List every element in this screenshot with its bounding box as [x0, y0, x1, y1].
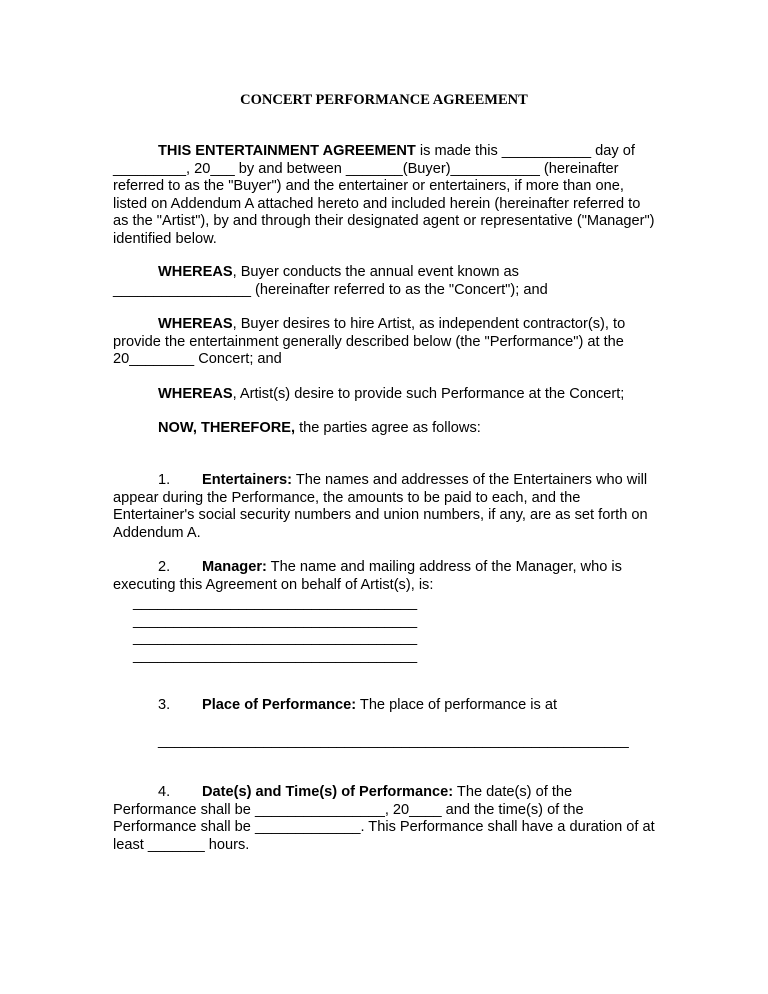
section-2-number: 2.: [158, 559, 171, 575]
whereas-3-text: , Artist(s) desire to provide such Performance at the Concert;: [232, 386, 625, 402]
manager-blank-line[interactable]: ___________________________________: [133, 595, 418, 611]
section-4-number: 4.: [158, 784, 171, 800]
section-2-text: The name and mailing address of the Manager, who is executing this Agreement on behalf of Artist(s), is:: [113, 559, 622, 593]
intro-paragraph: [113, 143, 658, 249]
section-2-paragraph: [113, 559, 658, 594]
section-1-paragraph: [113, 472, 658, 542]
section-3-heading: Place of Performance:: [202, 697, 357, 713]
manager-blank-line[interactable]: ___________________________________: [133, 613, 418, 629]
manager-blank-line[interactable]: ___________________________________: [133, 630, 418, 646]
section-1-text: The names and addresses of the Entertainers who will appear during the Performance, the amounts to be paid to each, and the Entertainer's social security numbers and union numbers, if any, are as set forth on Addendum A.: [113, 472, 648, 541]
intro-text: is made this ___________ day of _________, 20___ by and between _______(Buyer)___________ (hereinafter referred to as the "Buyer") and the entertainer or entertainers, if more than one, listed on Addendum A attached hereto and included herein (hereinafter referred to as the "Artist"), by and through their designated agent or representative ("Manager") identified below.: [113, 143, 655, 247]
section-2-heading: Manager:: [202, 559, 267, 575]
section-3-text: The place of performance is at: [356, 697, 558, 713]
now-therefore-paragraph: [113, 420, 658, 438]
whereas-2-text: , Buyer desires to hire Artist, as independent contractor(s), to provide the entertainment generally described below (the "Performance") at the 20________ Concert; and: [113, 316, 626, 368]
now-therefore-text: the parties agree as follows:: [295, 420, 481, 436]
section-4-heading: Date(s) and Time(s) of Performance:: [202, 784, 454, 800]
whereas-2-bold: WHEREAS: [158, 316, 233, 332]
whereas-paragraph-3: [113, 386, 658, 404]
now-therefore-bold: NOW, THEREFORE,: [158, 420, 296, 436]
whereas-paragraph-2: [113, 316, 658, 369]
whereas-1-text: , Buyer conducts the annual event known as _________________ (hereinafter referred to as the "Concert"); and: [113, 264, 548, 298]
document-title: CONCERT PERFORMANCE AGREEMENT: [240, 92, 528, 108]
whereas-paragraph-1: [113, 264, 658, 299]
section-1-number: 1.: [158, 472, 171, 488]
section-3-number: 3.: [158, 697, 171, 713]
intro-bold: THIS ENTERTAINMENT AGREEMENT: [158, 143, 416, 159]
whereas-1-bold: WHEREAS: [158, 264, 233, 280]
manager-blank-line[interactable]: ___________________________________: [133, 648, 418, 664]
section-4-text: The date(s) of the Performance shall be ________________, 20____ and the time(s) of the Performance shall be _____________. This Performance shall have a duration of at least _______ hours.: [113, 784, 655, 853]
whereas-3-bold: WHEREAS: [158, 386, 233, 402]
section-3-paragraph: [113, 697, 658, 715]
section-4-paragraph: [113, 784, 658, 854]
section-1-heading: Entertainers:: [202, 472, 293, 488]
place-blank-line[interactable]: __________________________________________________________: [158, 733, 629, 749]
